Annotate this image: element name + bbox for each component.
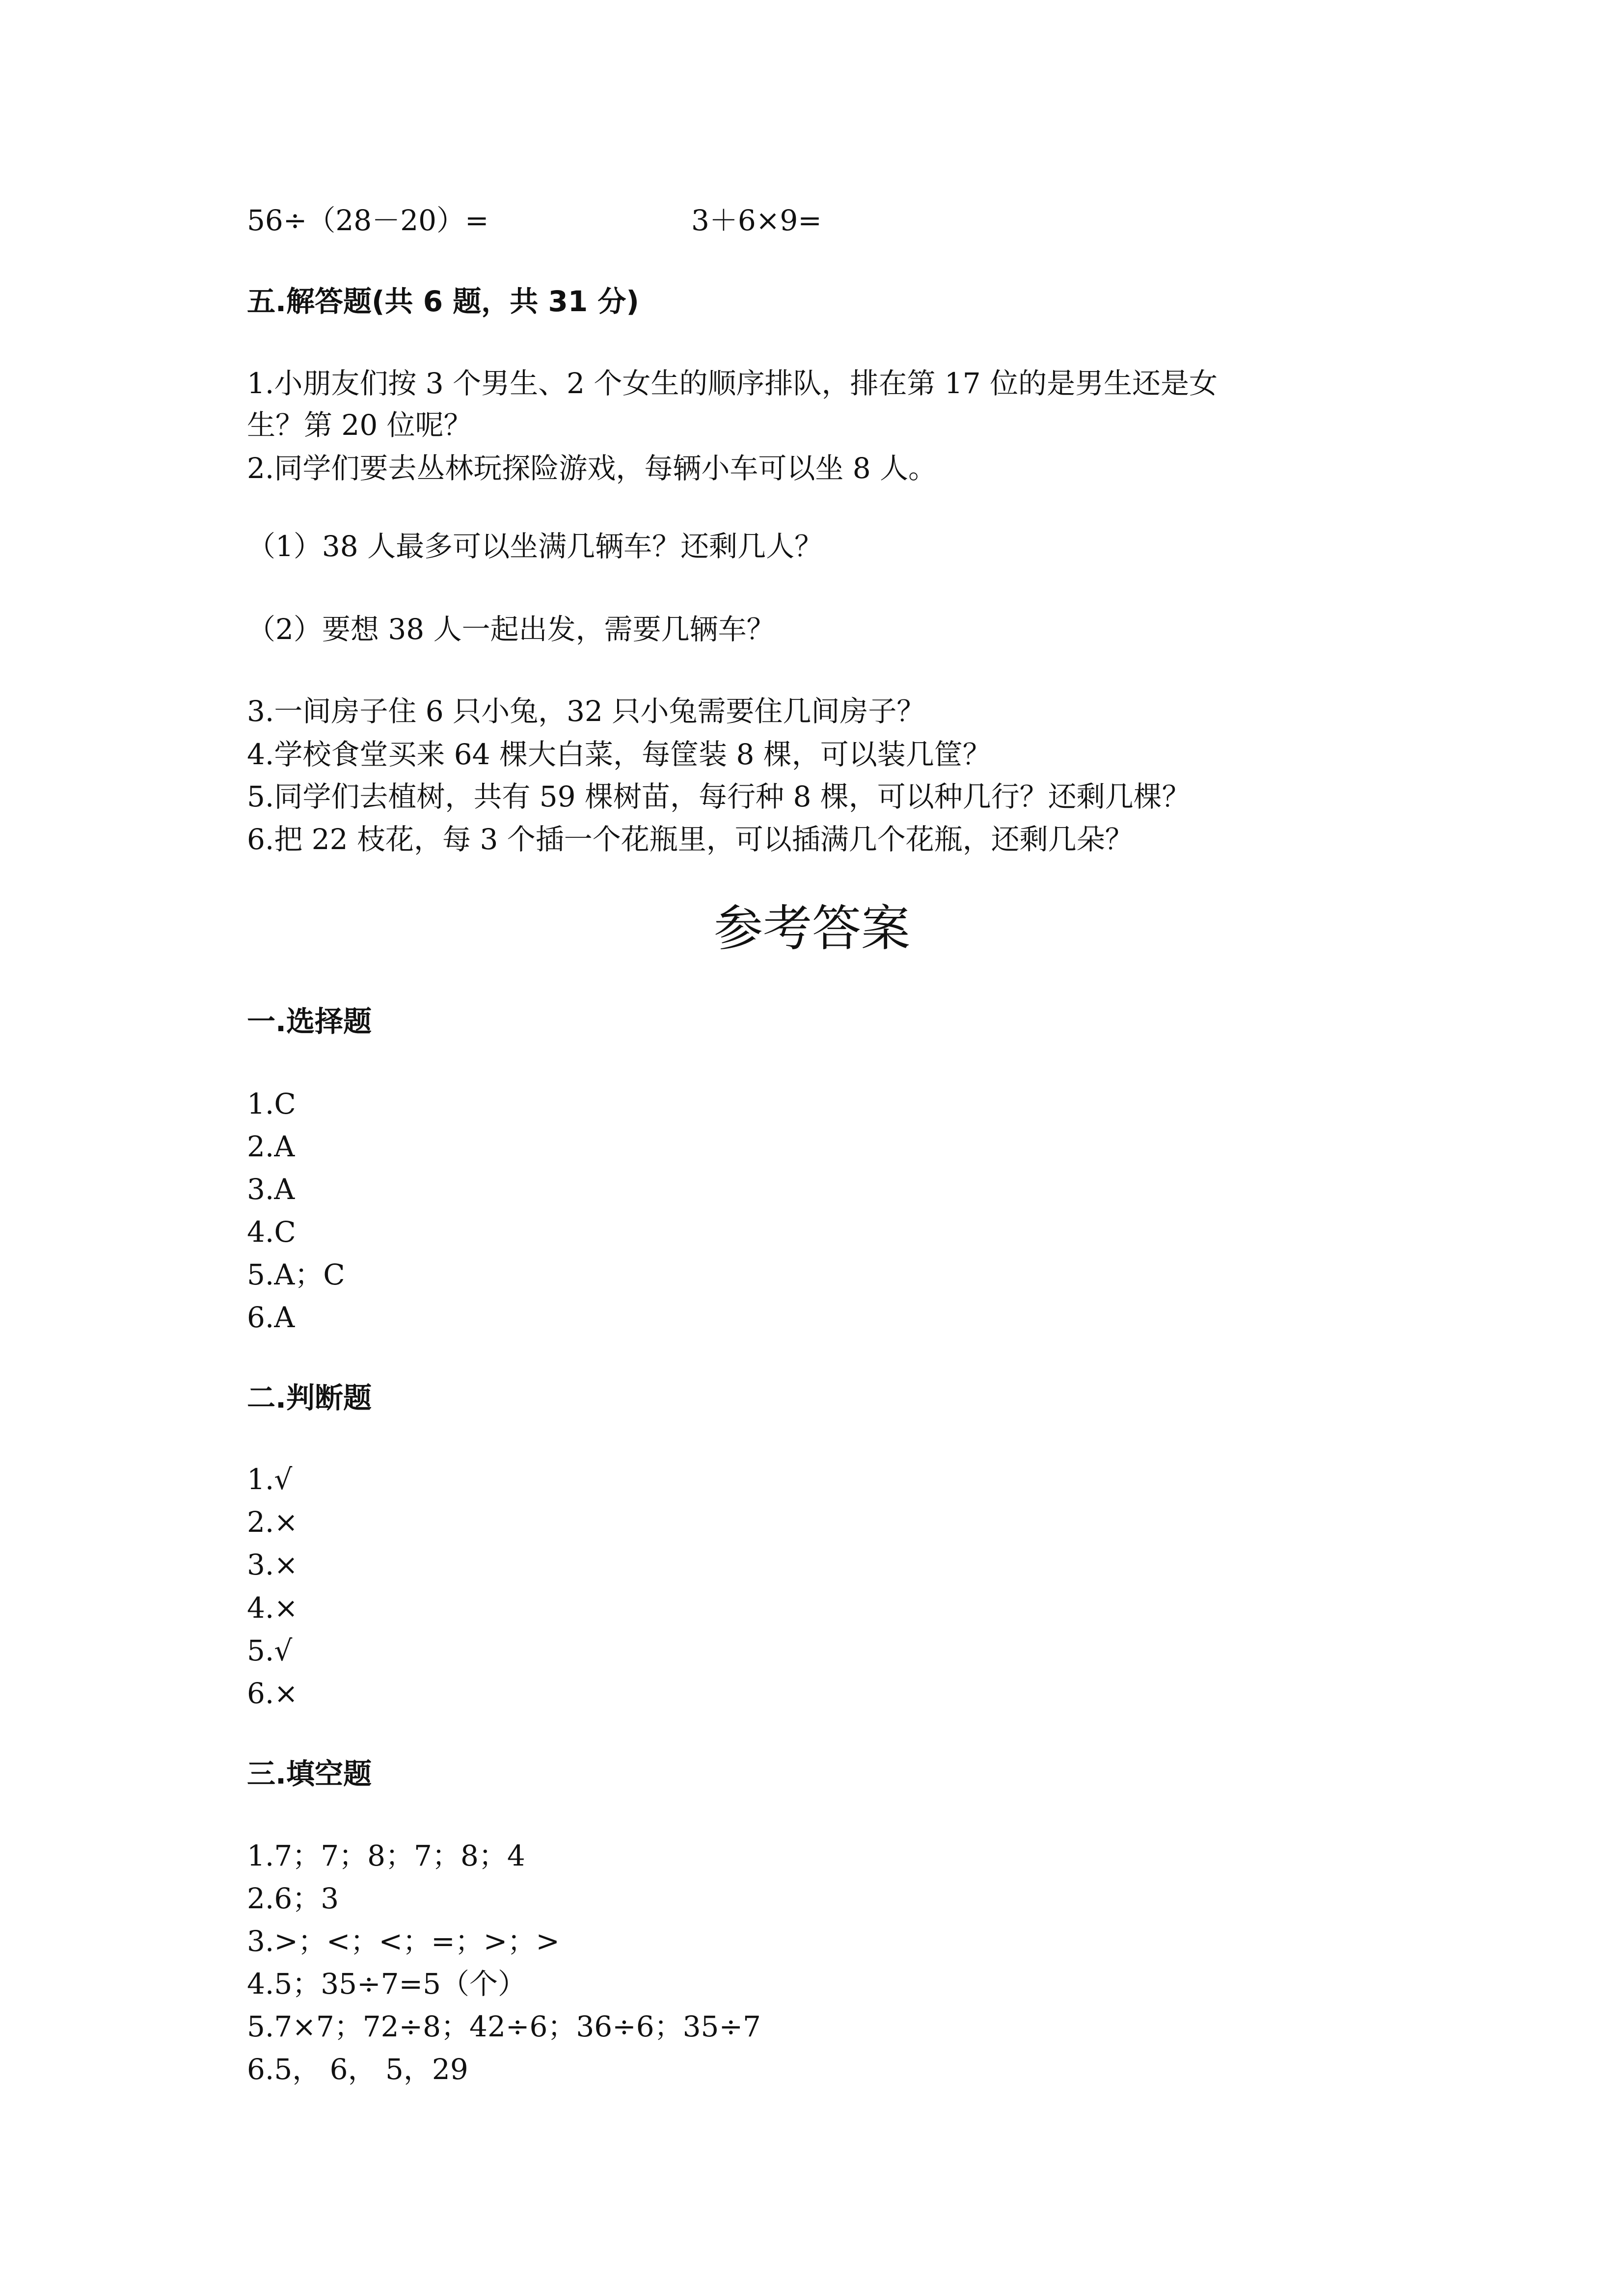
answer-item: 6.A [247, 1301, 295, 1334]
question-line: 6.把 22 枝花，每 3 个插一个花瓶里，可以插满几个花瓶，还剩几朵？ [247, 823, 1134, 856]
question-line: 4.学校食堂买来 64 棵大白菜，每筐装 8 棵，可以装几筐？ [247, 738, 991, 771]
answer-item: 6.× [247, 1677, 298, 1710]
answers-title: 参考答案 [714, 900, 910, 957]
calc-right: 3＋6×9= [691, 204, 822, 237]
answers-s2-heading: 二.判断题 [247, 1381, 372, 1415]
answer-item: 4.× [247, 1591, 298, 1625]
answer-item: 3.× [247, 1548, 298, 1581]
answer-item: 3.A [247, 1173, 295, 1206]
answer-item: 1.7；7；8；7；8；4 [247, 1839, 525, 1872]
answer-item: 2.6；3 [247, 1882, 339, 1915]
question-line: 5.同学们去植树，共有 59 棵树苗，每行种 8 棵，可以种几行？还剩几棵？ [247, 780, 1191, 813]
question-line: 2.同学们要去丛林玩探险游戏，每辆小车可以坐 8 人。 [247, 452, 937, 485]
answer-item: 2.A [247, 1130, 295, 1163]
answer-item: 1.√ [247, 1463, 293, 1496]
answer-item: 4.C [247, 1215, 296, 1249]
question-line: 1.小朋友们按 3 个男生、2 个女生的顺序排队，排在第 17 位的是男生还是女 [247, 367, 1218, 400]
answer-item: 5.7×7；72÷8；42÷6；36÷6；35÷7 [247, 2010, 761, 2043]
question-line: （1）38 人最多可以坐满几辆车？还剩几人？ [247, 530, 823, 563]
question-line: 3.一间房子住 6 只小兔，32 只小兔需要住几间房子？ [247, 694, 925, 728]
answer-item: 1.C [247, 1087, 296, 1121]
answer-item: 5.√ [247, 1634, 293, 1667]
section5-heading: 五.解答题(共 6 题，共 31 分) [247, 285, 639, 318]
answer-item: 6.5， 6， 5，29 [247, 2053, 468, 2086]
answers-s1-heading: 一.选择题 [247, 1005, 372, 1038]
answer-item: 4.5；35÷7=5（个） [247, 1967, 527, 2001]
answer-item: 3.>；<；<；=；>；> [247, 1924, 560, 1958]
question-line: （2）要想 38 人一起出发，需要几辆车？ [247, 613, 775, 646]
answers-s3-heading: 三.填空题 [247, 1757, 372, 1790]
question-line: 生？第 20 位呢？ [247, 408, 472, 442]
answer-item: 5.A；C [247, 1258, 345, 1291]
answer-item: 2.× [247, 1505, 298, 1539]
calc-left: 56÷（28－20）= [247, 204, 489, 237]
